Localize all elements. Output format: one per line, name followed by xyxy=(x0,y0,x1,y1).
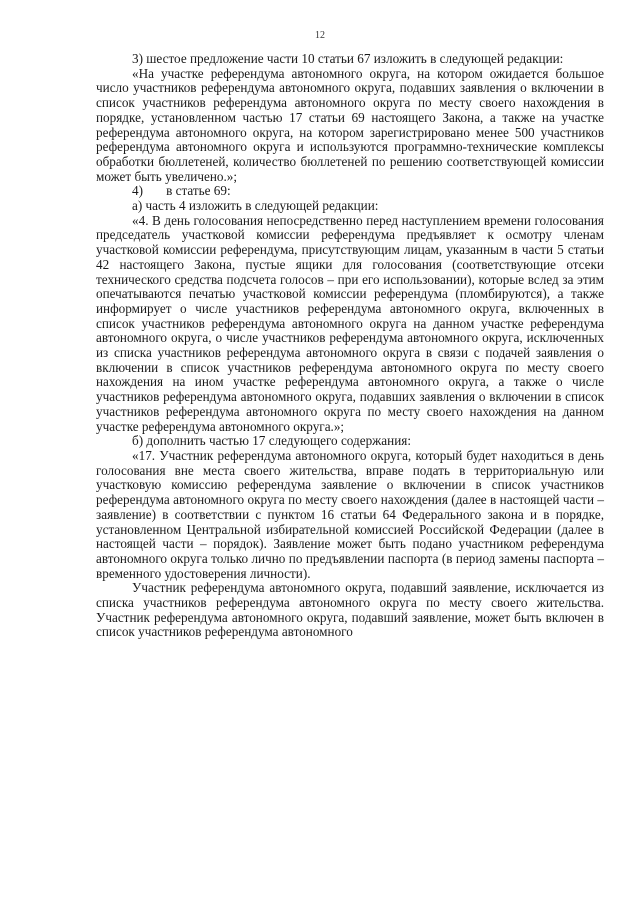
paragraph-amendment-4: 4) в статье 69: xyxy=(132,183,231,199)
paragraph-quoted-part-4: «4. В день голосования непосредственно перед наступлением времени голосования председатель участковой комиссии референдума предъявляет к осмотру членам участковой комиссии референдума, присутствующим лицам, указанным в части 5 статьи 42 настоящего Закона, пустые ящики для голосования (соответствующие отсеки технического средства подсчета голосов – при его использовании), которые вслед за этим опечатываются печатью участковой комиссии референдума (пломбируются), а также информирует о числе участников референдума автономного округа, включенных в список участников референдума автономного округа на данном участке референдума автономного округа, о числе участников референдума автономного округа, исключенных из списка участников референдума автономного округа в связи с подачей заявления о включении в список участников референдума автономного округа по месту своего нахождения на ином участке референдума автономного округа, а также о числе участников референдума автономного округа, подавших заявления о включении в список участников референдума автономного округа по месту своего нахождения на данном участке референдума автономного округа.»; xyxy=(96,212,604,434)
document-body xyxy=(96,52,604,640)
paragraph-quoted-part-17: «17. Участник референдума автономного округа, который будет находиться в день голосования вне места своего жительства, вправе подать в территориальную или участковую комиссию референдума заявление о включении в список участников референдума автономного округа по месту своего нахождения (далее в настоящей части – заявление) в соответствии с пунктом 16 статьи 64 Федерального закона и в порядке, установленном Центральной избирательной комиссией Российской Федерации (далее в настоящей части – порядок). Заявление может быть подано участником референдума автономного округа только лично по предъявлении паспорта (в период замены паспорта – временного удостоверения личности). xyxy=(96,447,604,581)
paragraph-subpoint-b: б) дополнить частью 17 следующего содержания: xyxy=(132,433,411,449)
paragraph-continuation: Участник референдума автономного округа, подавший заявление, исключается из списка участников референдума автономного округа по месту своего жительства. Участник референдума автономного округа, подавший заявление, может быть включен в список участников референдума автономного xyxy=(96,580,604,640)
page-number: 12 xyxy=(315,30,325,41)
paragraph-quoted-part-10: «На участке референдума автономного округа, на котором ожидается большое число участников референдума автономного округа, подавших заявления о включении в список участников референдума автономного округа по месту своего нахождения в порядке, установленном частью 17 статьи 69 настоящего Закона, а также на участке референдума автономного округа, на котором зарегистрировано менее 500 участников референдума автономного округа и используются программно-технические комплексы обработки бюллетеней, количество бюллетеней по решению соответствующей комиссии может быть увеличено.»; xyxy=(96,65,604,184)
paragraph-amendment-3: 3) шестое предложение части 10 статьи 67 изложить в следующей редакции: xyxy=(132,51,564,66)
paragraph-subpoint-a: а) часть 4 изложить в следующей редакции: xyxy=(132,198,379,214)
